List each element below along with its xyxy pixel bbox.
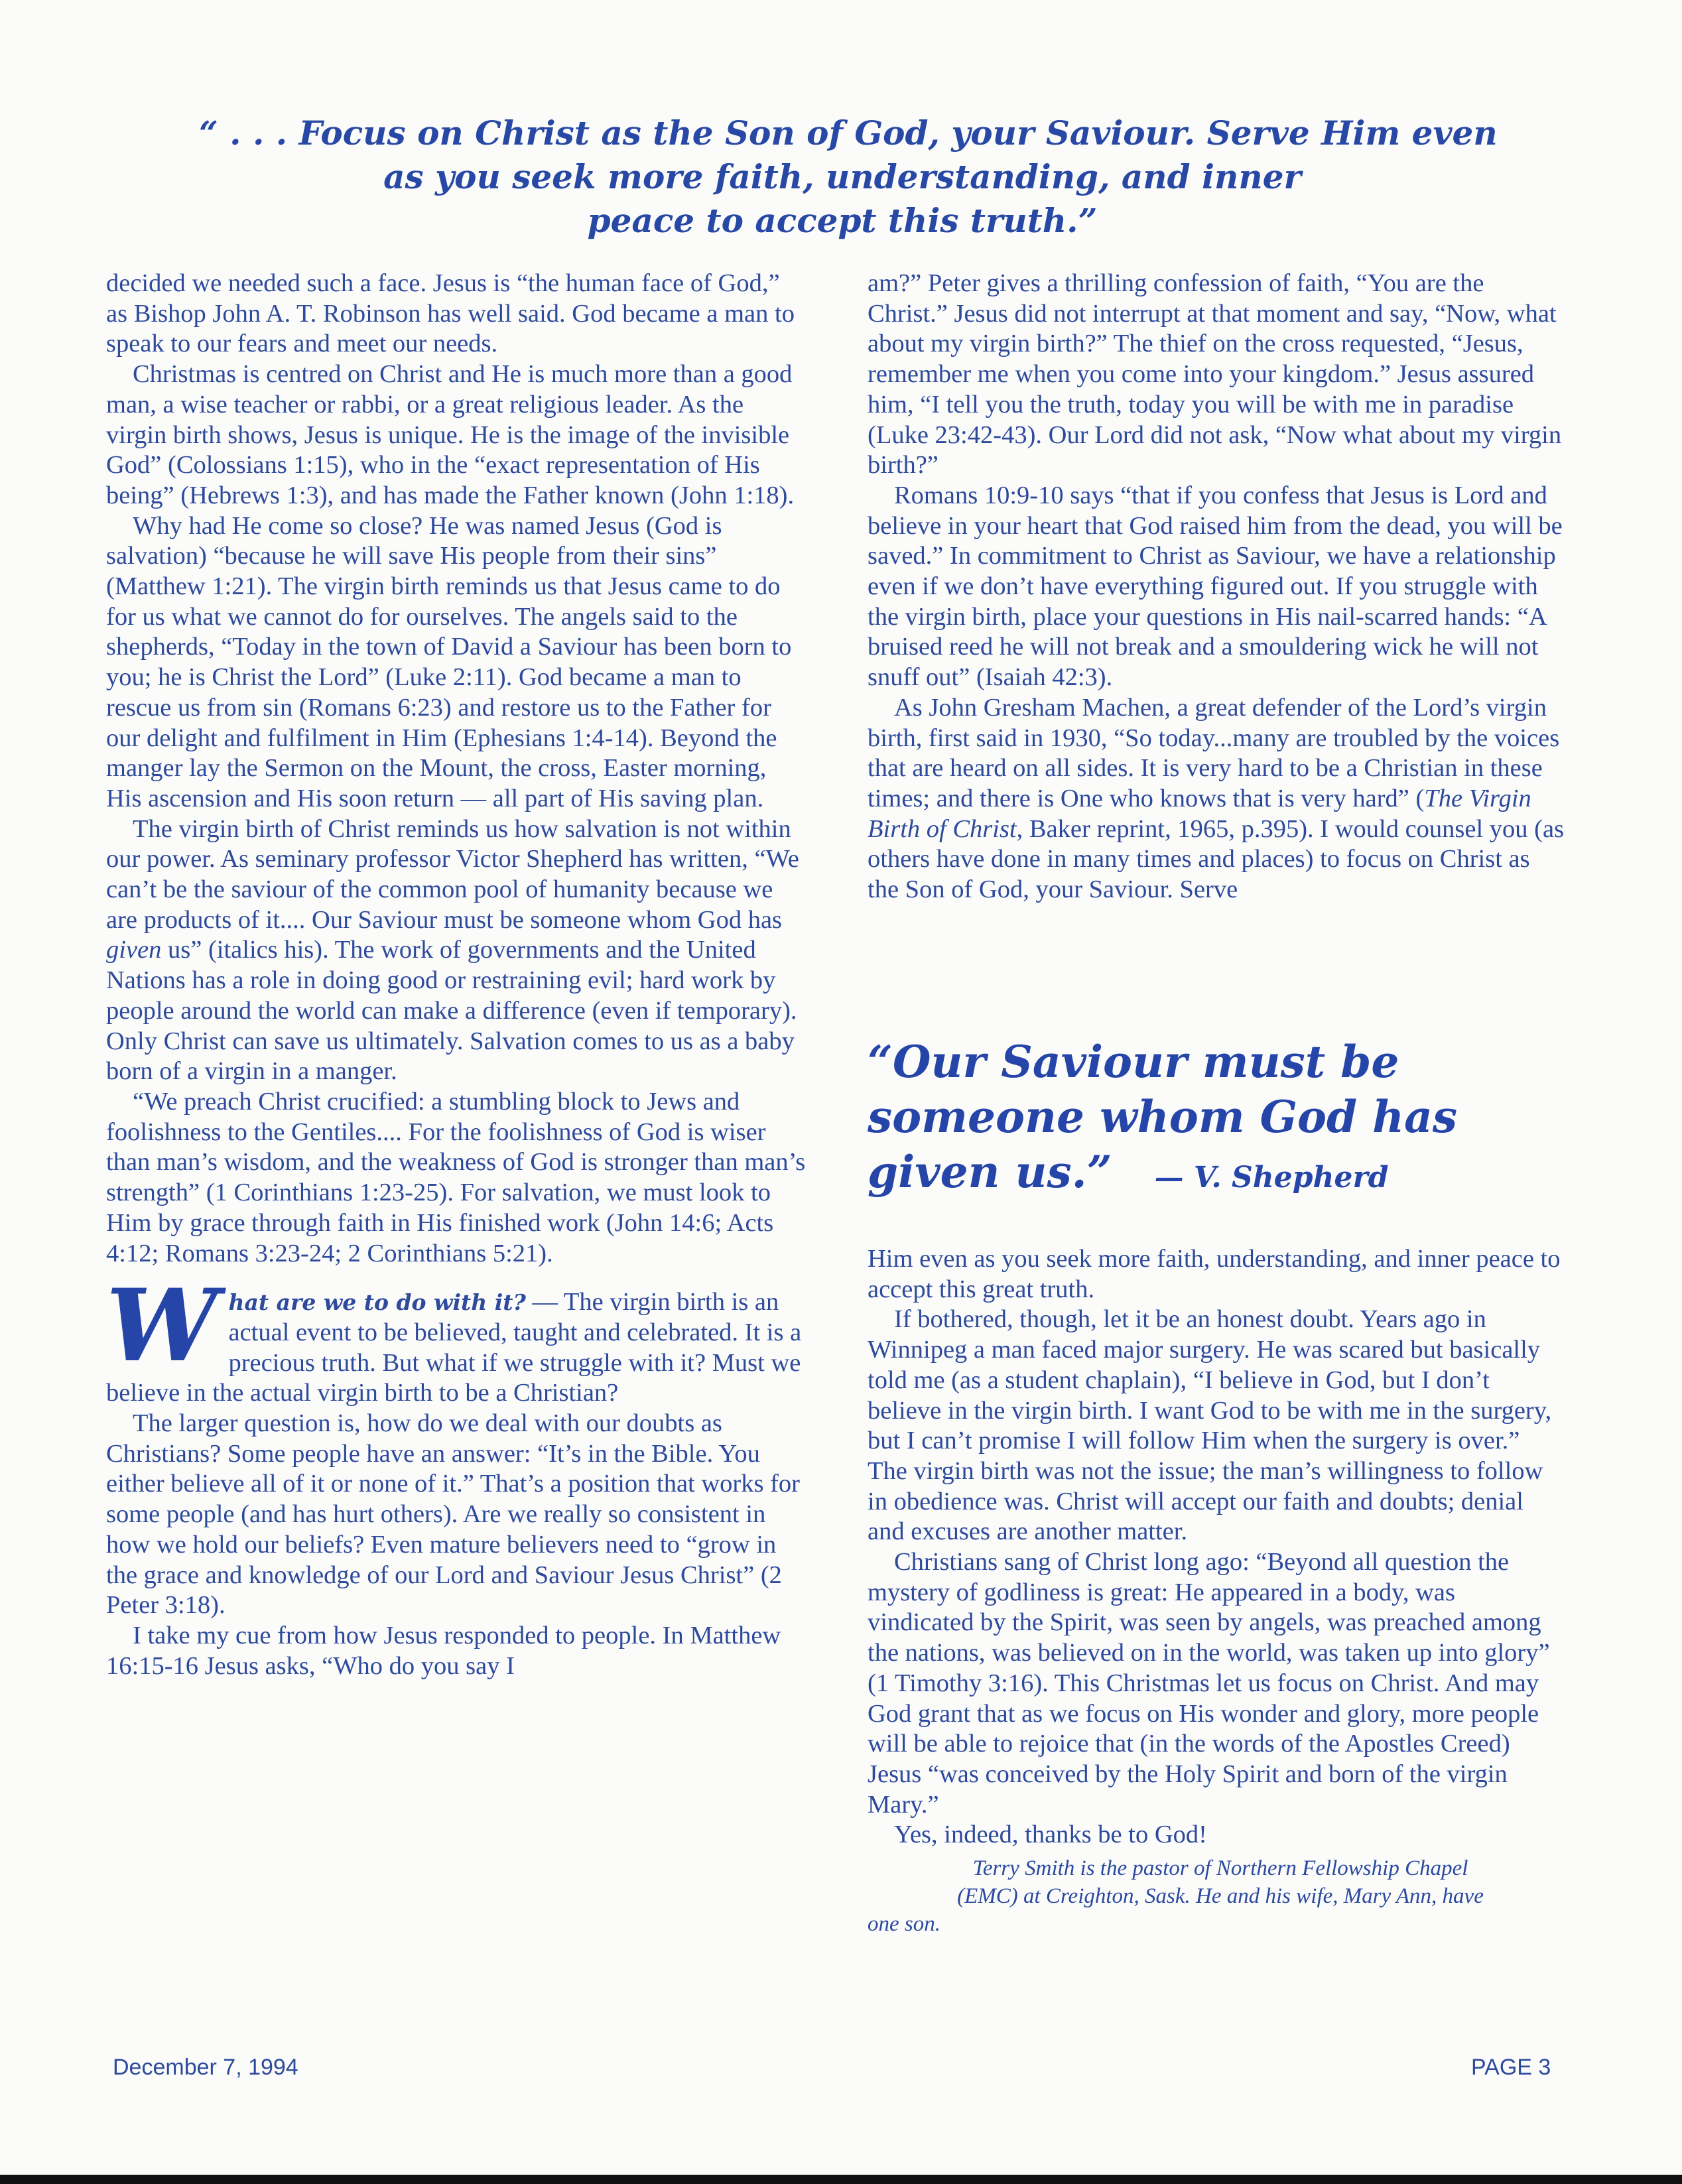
author-bio-line-3: one son. [868,1912,940,1936]
body-paragraph: Why had He come so close? He was named Jesus (God is salvation) “because he will save His people from their sins” (Matthew 1:21). The virgin birth reminds us that Jesus came to do for us what we cannot do for ourselves. The angels said to the shepherds, “Today in the town of David a Saviour has been born to you; he is Christ the Lord” (Luke 2:11). God became a man to rescue us from sin (Romans 6:23) and restore us to the Father for our delight and fulfilment in Him (Ephesians 1:4-14). Beyond the manger lay the Sermon on the Mount, the cross, Easter morning, His ascension and His soon return — all part of His saving plan. [106,511,792,812]
body-paragraph: I take my cue from how Jesus responded to people. In Matthew 16:15-16 Jesus asks, “Who do you say I [106,1621,781,1680]
body-paragraph: Romans 10:9-10 says “that if you confess that Jesus is Lord and believe in your heart that God raised him from the dead, you will be saved.” In commitment to Christ as Saviour, we have a relationship even if we don’t have everything figured out. If you struggle with the virgin birth, place your questions in His nail-scarred hands: “A bruised reed he will not break and a smouldering wick he will not snuff out” (Isaiah 42:3). [868,481,1563,692]
body-paragraph: “We preach Christ crucified: a stumbling block to Jews and foolishness to the Gentiles.... For the foolishness of God is wiser than man’s wisdom, and the weakness of God is stronger than man’s strength” (1 Corinthians 1:23-25). For salvation, we must look to Him by grace through faith in His finished work (John 14:6; Acts 4:12; Romans 3:23-24; 2 Corinthians 5:21). [106,1087,806,1267]
middle-pull-quote-line-2: someone whom God has [868,1091,1458,1143]
body-paragraph: Christians sang of Christ long ago: “Beyond all question the mystery of godliness is great: He appeared in a body, was vindicated by the Spirit, was seen by angels, was preached among the nations, was believed on in the world, was taken up into glory” (1 Timothy 3:16). This Christmas let us focus on Christ. And may God grant that as we focus on His wonder and glory, more people will be able to rejoice that (in the words of the Apostles Creed) Jesus “was conceived by the Holy Spirit and born of the virgin Mary.” [868,1548,1550,1819]
body-paragraph: Yes, indeed, thanks be to God! [894,1821,1207,1849]
body-paragraph: Him even as you seek more faith, understanding, and inner peace to accept this great truth. [868,1245,1561,1303]
top-pull-quote-line-1: “ . . . Focus on Christ as the Son of God, your Saviour. Serve Him even [199,113,1498,153]
footer-date: December 7, 1994 [113,2055,298,2080]
text-run: As John Gresham Machen, a great defender of the Lord’s virgin birth, first said in 1930, “So today...many are troubled by the voices that are heard on all sides. It is very hard to be a Christian in these times; and there is One who knows that is very hard” ( [868,693,1560,812]
italic-text: The Virgin Birth of Christ [868,784,1531,843]
right-column-top [868,269,1565,905]
author-bio [862,1854,1579,1938]
scan-edge [0,2175,1682,2184]
body-paragraph: decided we needed such a face. Jesus is “the human face of God,” as Bishop John A. T. Robinson has well said. God became a man to speak to our fears and meet our needs. [106,269,795,358]
body-paragraph: am?” Peter gives a thrilling confession of faith, “You are the Christ.” Jesus did not interrupt at that moment and say, “Now, what about my virgin birth?” The thief on the cross requested, “Jesus, remember me when you come into your kingdom.” Jesus assured him, “I tell you the truth, today you will be with me in paradise (Luke 23:42-43). Our Lord did not ask, “Now what about my virgin birth?” [868,269,1562,480]
middle-pull-quote [868,1035,1597,1205]
top-pull-quote-line-2: as you seek more faith, understanding, and inner [383,157,1301,196]
section-lead-in: hat are we to do with it? [228,1289,526,1316]
body-paragraph: Christmas is centred on Christ and He is much more than a good man, a wise teacher or rabbi, or a great religious leader. As the virgin birth shows, Jesus is unique. He is the image of the invisible God” (Colossians 1:15), who in the “exact representation of His being” (Hebrews 1:3), and has made the Father known (John 1:18). [106,360,795,509]
body-paragraph [868,693,1565,905]
text-run: , Baker reprint, 1965, p.395). I would counsel you (as others have done in many times and places) to focus on Christ as the Son of God, your Saviour. Serve [868,814,1565,904]
pull-quote-attribution: — V. Shepherd [1154,1161,1389,1194]
italic-text: given [106,936,162,964]
text-run: — The virgin birth is an actual event to be believed, taught and celebrated. It is a precious truth. But what if we struggle with it? Must we believe in the actual virgin birth to be a Christian? [106,1288,802,1407]
middle-pull-quote-line-1: “Our Saviour must be [868,1036,1399,1088]
body-paragraph: The larger question is, how do we deal with our doubts as Christians? Some people have an answer: “It’s in the Bible. You either believe all of it or none of it.” That’s a position that works for some people (and has hurt others). Are we really so consistent in how we hold our beliefs? Even mature believers need to “grow in the grace and knowledge of our Lord and Saviour Jesus Christ” (2 Peter 3:18). [106,1409,801,1620]
section-opening-paragraph [106,1267,807,1409]
right-column-bottom [868,1244,1565,1850]
top-pull-quote-line-3: peace to accept this truth.” [587,201,1098,240]
author-bio-line-1: Terry Smith is the pastor of Northern Fellowship Chapel [972,1856,1468,1880]
body-paragraph: If bothered, though, let it be an honest doubt. Years ago in Winnipeg a man faced major surgery. He was scared but basically told me (as a student chaplain), “I believe in God, but I don’t believe in the virgin birth. I want God to be with me in the surgery, but I can’t promise I will follow Him when the surgery is over.” The virgin birth was not the issue; the man’s willingness to follow in obedience was. Christ will accept our faith and doubts; denial and excuses are another matter. [868,1305,1552,1546]
left-column [106,269,807,1681]
text-run: The virgin birth of Christ reminds us how salvation is not within our power. As seminary professor Victor Shepherd has written, “We can’t be the saviour of the common pool of humanity because we are products of it.... Our Saviour must be someone whom God has [106,814,799,934]
middle-pull-quote-line-3: given us.” [868,1146,1112,1198]
drop-cap: W [106,1267,218,1385]
body-paragraph [106,814,807,1087]
top-pull-quote [199,111,1498,243]
author-bio-line-2: (EMC) at Creighton, Sask. He and his wife, Mary Ann, have [957,1884,1484,1908]
text-run: us” (italics his). The work of governments and the United Nations has a role in doing good or restraining evil; hard work by people around the world can make a difference (even if temporary). Only Christ can save us ultimately. Salvation comes to us as a baby born of a virgin in a manger. [106,936,797,1086]
footer-page-number: PAGE 3 [1471,2055,1551,2080]
